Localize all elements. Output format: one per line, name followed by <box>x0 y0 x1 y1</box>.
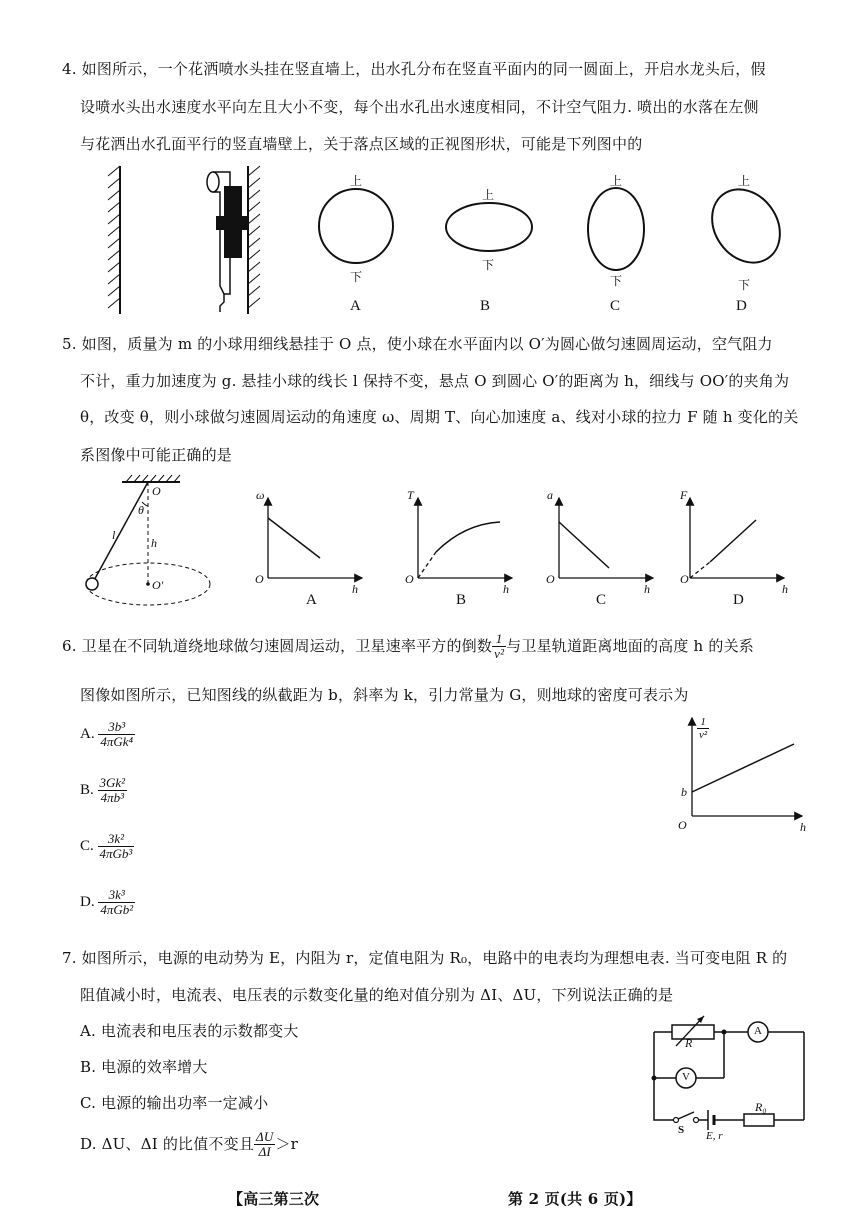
q6-option-a-den: 4πGk⁴ <box>100 734 134 750</box>
q5-graph-c <box>559 498 653 578</box>
q5-graph-b-dashed-segment <box>418 552 436 578</box>
q5-graph-d-dashed-segment <box>690 562 710 578</box>
q5-b-ylabel: T <box>407 488 414 502</box>
q6-option-b-den: 4πb³ <box>100 790 124 806</box>
q4-d-down: 下 <box>738 278 751 292</box>
q5-label-o: O <box>152 484 161 498</box>
q4-option-c-label: C <box>610 298 621 314</box>
q6-frac-den: v² <box>494 646 505 662</box>
q4-line-1: 4. 如图所示，一个花洒喷水头挂在竖直墙上，出水孔分布在竖直平面内的同一圆面上，开启水龙头后，假 <box>62 60 766 78</box>
q6-option-c[interactable] <box>80 832 134 862</box>
q4-line-2: 设喷水头出水速度水平向左且大小不变，每个出水孔出水速度相同，不计空气阻力. 喷出的水落在左侧 <box>80 98 759 116</box>
q6-option-b-num: 3Gk² <box>99 775 126 790</box>
q6-option-c-num: 3k² <box>98 832 135 847</box>
q5-c-xlabel: h <box>644 582 650 596</box>
q6-line-1-start: 6. 卫星在不同轨道绕地球做匀速圆周运动，卫星速率平方的倒数 <box>62 636 493 655</box>
q6-line-2: 图像如图所示，已知图线的纵截距为 b，斜率为 k，引力常量为 G，则地球的密度可表示为 <box>80 686 689 704</box>
q6-option-a[interactable] <box>80 720 135 750</box>
q5-b-origin: O <box>405 572 414 586</box>
q4-b-down: 下 <box>482 258 495 272</box>
q5-d-xlabel: h <box>782 582 788 596</box>
q7-circuit-r0: R₀ <box>755 1100 767 1114</box>
q6-option-d-den: 4πGb² <box>100 902 134 918</box>
q5-a-label: A <box>306 592 317 608</box>
q6-option-d-fraction <box>98 888 135 918</box>
q7-option-a[interactable]: A. 电流表和电压表的示数都变大 <box>80 1022 299 1040</box>
q6-option-a-fraction <box>98 720 135 750</box>
q7-line-2: 阻值减小时，电流表、电压表的示数变化量的绝对值分别为 ΔI、ΔU，下列说法正确的是 <box>80 986 674 1004</box>
q5-graph-a-curve <box>268 518 320 558</box>
q6-option-c-fraction <box>98 832 135 862</box>
q7-option-b[interactable]: B. 电源的效率增大 <box>80 1058 208 1076</box>
q6-graph-ylabel <box>697 716 709 741</box>
q7-circuit <box>644 1020 814 1140</box>
q5-graph-b-curve <box>436 522 500 552</box>
q7-option-c[interactable]: C. 电源的输出功率一定减小 <box>80 1094 269 1112</box>
q5-graph-d <box>690 498 784 578</box>
q5-graph-d-curve <box>710 520 756 562</box>
q4-c-up: 上 <box>610 174 623 188</box>
q5-d-ylabel: F <box>680 488 688 502</box>
q7-circuit-r: R <box>685 1036 693 1050</box>
q7-circuit-v: V <box>682 1071 690 1083</box>
q5-b-xlabel: h <box>503 582 509 596</box>
q6-option-c-den: 4πGb³ <box>99 846 133 862</box>
q6-option-c-letter: C. <box>80 838 94 855</box>
q6-line-1-end: 与卫星轨道距离地面的高度 h 的关系 <box>506 636 754 655</box>
footer-left: 【高三第三次 <box>228 1190 320 1208</box>
q5-c-origin: O <box>546 572 555 586</box>
q6-option-d-letter: D. <box>80 894 95 911</box>
q7-option-d-text: D. ΔU、ΔI 的比值不变且 <box>80 1134 255 1153</box>
q6-option-d[interactable] <box>80 888 135 918</box>
q4-a-up: 上 <box>350 174 363 188</box>
q4-a-down: 下 <box>350 270 363 284</box>
fixed-resistor <box>744 1114 774 1126</box>
q5-a-xlabel: h <box>352 582 358 596</box>
q4-b-up: 上 <box>482 188 495 202</box>
q5-a-origin: O <box>255 572 264 586</box>
q6-option-a-letter: A. <box>80 726 95 743</box>
q5-label-o-prime: O′ <box>152 578 164 592</box>
q7-circuit-a: A <box>754 1025 762 1037</box>
q6-graph-yden: v² <box>699 729 708 742</box>
q4-line-3: 与花洒出水孔面平行的竖直墙壁上，关于落点区域的正视图形状，可能是下列图中的 <box>80 135 643 153</box>
q5-line-4: 系图像中可能正确的是 <box>80 446 233 464</box>
q6-graph-b: b <box>681 785 687 799</box>
q5-b-label: B <box>456 592 467 608</box>
q6-graph-origin: O <box>678 818 687 832</box>
q5-label-h: h <box>151 536 157 550</box>
q6-inline-fraction <box>492 632 506 662</box>
q4-option-b-label: B <box>480 298 491 314</box>
q5-a-ylabel: ω <box>256 488 265 502</box>
q5-line-2: 不计，重力加速度为 g. 悬挂小球的线长 l 保持不变，悬点 O 到圆心 O′的距离为 h，细线与 OO′的夹角为 <box>80 372 790 390</box>
q6-graph-xlabel: h <box>800 820 806 834</box>
q5-label-l: l <box>112 528 116 542</box>
q5-d-origin: O <box>680 572 689 586</box>
q5-graph-c-curve <box>559 522 609 568</box>
footer-right: 第 2 页(共 6 页)】 <box>508 1190 642 1208</box>
q7-option-d-den: ΔI <box>258 1144 271 1160</box>
q5-c-label: C <box>596 592 607 608</box>
q4-option-d-label: D <box>736 298 747 314</box>
q5-c-ylabel: a <box>547 488 553 502</box>
switch <box>678 1112 694 1119</box>
q6-option-b-letter: B. <box>80 782 94 799</box>
q6-line-1 <box>62 632 754 662</box>
q5-label-theta: θ <box>138 503 144 517</box>
q7-option-d[interactable] <box>80 1130 298 1160</box>
q6-graph-line <box>692 744 794 792</box>
q6-option-b[interactable] <box>80 776 127 806</box>
q5-d-label: D <box>733 592 744 608</box>
q6-option-d-num: 3k³ <box>98 888 135 903</box>
q4-d-up: 上 <box>738 174 751 188</box>
q6-frac-num: 1 <box>492 632 506 647</box>
q6-graph-ynum: 1 <box>697 716 709 729</box>
q5-graph-b <box>418 498 512 578</box>
q4-option-a-label: A <box>350 298 361 314</box>
q5-graph-a <box>268 498 362 578</box>
q6-option-b-fraction <box>98 776 128 806</box>
q7-option-d-fraction <box>254 1130 275 1160</box>
q7-circuit-er: E, r <box>706 1130 723 1142</box>
q6-option-a-num: 3b³ <box>98 720 135 735</box>
q5-line-1: 5. 如图，质量为 m 的小球用细线悬挂于 O 点，使小球在水平面内以 O′为圆心做匀速圆周运动，空气阻力 <box>62 335 773 353</box>
q4-c-down: 下 <box>610 274 623 288</box>
q7-option-d-tail: ＞r <box>275 1134 299 1153</box>
q7-line-1: 7. 如图所示，电源的电动势为 E，内阻为 r，定值电阻为 R₀，电路中的电表均为理想电表. 当可变电阻 R 的 <box>62 949 788 967</box>
q5-line-3: θ，改变 θ，则小球做匀速圆周运动的角速度 ω、周期 T、向心加速度 a、线对小球的拉力 F 随 h 变化的关 <box>80 408 799 426</box>
q6-graph-yfrac <box>697 716 709 741</box>
q7-option-d-num: ΔU <box>256 1129 274 1144</box>
q7-circuit-s: S <box>678 1124 685 1136</box>
